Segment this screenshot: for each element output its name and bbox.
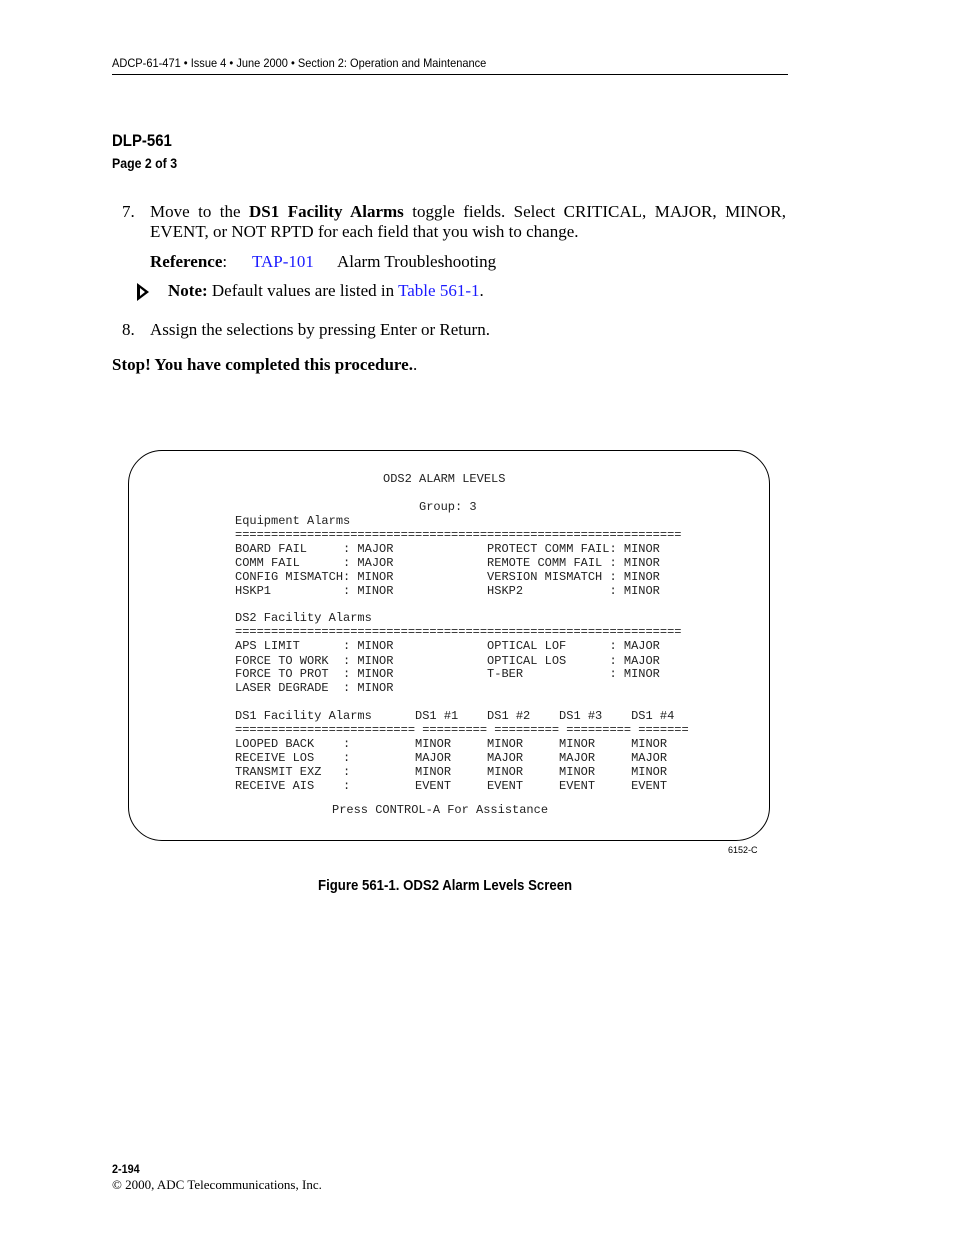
- stop-tail: .: [412, 355, 418, 374]
- equipment-alarms-heading: Equipment Alarms: [235, 514, 351, 528]
- equipment-row: CONFIG MISMATCH: MINOR VERSION MISMATCH : MINOR: [235, 570, 660, 584]
- reference-link-tap-101[interactable]: TAP-101: [252, 252, 314, 271]
- equipment-row: HSKP1 : MINOR HSKP2 : MINOR: [235, 584, 660, 598]
- screen-group: Group: 3: [419, 500, 477, 514]
- footer-copyright: © 2000, ADC Telecommunications, Inc.: [112, 1177, 322, 1192]
- step-7-number: 7.: [122, 202, 135, 221]
- header-rule: [112, 74, 788, 75]
- dlp-page-indicator: Page 2 of 3: [112, 155, 178, 171]
- equipment-separator: ==============================================================: [235, 528, 682, 542]
- figure-id: 6152-C: [728, 845, 758, 855]
- ds1-alarms-heading[interactable]: DS1 Facility Alarms DS1 #1 DS1 #2 DS1 #3 DS1 #4: [235, 709, 675, 723]
- equipment-row: COMM FAIL : MAJOR REMOTE COMM FAIL : MINOR: [235, 556, 660, 570]
- note-text: [168, 281, 484, 301]
- ds1-row[interactable]: RECEIVE AIS : EVENT EVENT EVENT EVENT: [235, 779, 668, 793]
- figure-caption: Figure 561-1. ODS2 Alarm Levels Screen: [318, 877, 573, 894]
- stop-bold: Stop! You have completed this procedure.: [112, 355, 413, 374]
- dlp-title: DLP-561: [112, 131, 172, 150]
- ds1-row[interactable]: RECEIVE LOS : MAJOR MAJOR MAJOR MAJOR: [235, 751, 668, 765]
- ds1-separator: ========================= ========= ========= ========= =======: [235, 723, 689, 737]
- note-link-table-561-1[interactable]: Table 561-1: [398, 281, 480, 300]
- screen-title: ODS2 ALARM LEVELS: [383, 472, 506, 486]
- step-8-number: 8.: [122, 320, 135, 339]
- ds2-row: LASER DEGRADE : MINOR: [235, 681, 394, 695]
- running-header: ADCP-61-471 • Issue 4 • June 2000 • Section 2: Operation and Maintenance: [112, 56, 487, 70]
- ds2-row: APS LIMIT : MINOR OPTICAL LOF : MAJOR: [235, 639, 660, 653]
- step-8: [122, 320, 786, 340]
- ds2-separator: ==============================================================: [235, 625, 682, 639]
- note-arrow-icon: [136, 283, 150, 301]
- reference-line: [150, 252, 497, 272]
- equipment-row: BOARD FAIL : MAJOR PROTECT COMM FAIL: MINOR: [235, 542, 660, 556]
- step-7-bold: DS1 Facility Alarms: [249, 202, 404, 221]
- screen-footer-assistance: Press CONTROL-A For Assistance: [332, 803, 549, 817]
- step-7-text: [150, 202, 786, 242]
- step-7-pre: Move to the: [150, 202, 250, 221]
- stop-message: [112, 355, 417, 375]
- reference-colon: :: [222, 252, 228, 271]
- note-end: .: [479, 281, 484, 300]
- reference-description: Alarm Troubleshooting: [337, 252, 497, 271]
- note-body: Default values are listed in: [207, 281, 399, 300]
- step-7-post: toggle fields. Select CRITICAL, MAJOR, MINOR, EVENT, or NOT RPTD for each field that you wish to change.: [150, 202, 786, 241]
- ds2-row: FORCE TO PROT : MINOR T-BER : MINOR: [235, 667, 660, 681]
- step-7: [122, 202, 786, 242]
- ds2-alarms-heading: DS2 Facility Alarms: [235, 611, 372, 625]
- ds1-row[interactable]: LOOPED BACK : MINOR MINOR MINOR MINOR: [235, 737, 668, 751]
- ds2-row: FORCE TO WORK : MINOR OPTICAL LOS : MAJOR: [235, 654, 660, 668]
- ds1-row[interactable]: TRANSMIT EXZ : MINOR MINOR MINOR MINOR: [235, 765, 668, 779]
- step-8-text: Assign the selections by pressing Enter or Return.: [150, 320, 490, 339]
- footer-page-number: 2-194: [112, 1162, 140, 1176]
- reference-label: Reference: [150, 252, 223, 271]
- note-label: Note:: [168, 281, 208, 300]
